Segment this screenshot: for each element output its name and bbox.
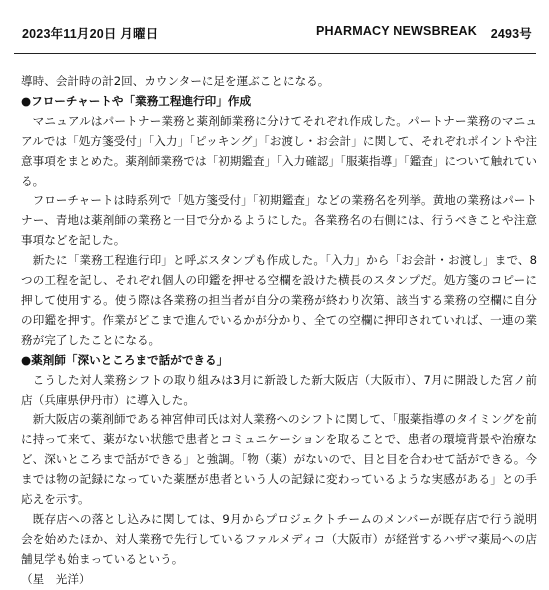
header-publication: PHARMACY NEWSBREAK xyxy=(316,24,478,38)
article-body xyxy=(21,72,537,590)
article-paragraph-continued: 導時、会計時の計2回、カウンターに足を運ぶことになる。 xyxy=(21,74,330,88)
article-paragraph: 新たに「業務工程進行印」と呼ぶスタンプも作成した。「入力」から「お会計・お渡し」まで、8つの工程を記し、それぞれ個人の印鑑を押せる空欄を設けた横長のスタンプだ。処方箋のコピーに押して使用する。使う際は各業務の担当者が自分の業務が終わり次第、該当する業務の空欄に自分の印鑑を押す。作業がどこまで進んでいるかが分かり、全ての空欄に押印されていれば、一連の業務が完了したことになる。 xyxy=(21,253,537,347)
page-header xyxy=(14,9,536,54)
article-paragraph: こうした対人業務シフトの取り組みは3月に新設した新大阪店（大阪市）、7月に開設した宮ノ前店（兵庫県伊丹市）に導入した。 xyxy=(21,372,537,407)
section-heading-pharmacist: ●薬剤師「深いところまで話ができる」 xyxy=(21,352,229,367)
author-signature: （星 光洋） xyxy=(21,571,91,586)
article-paragraph: フローチャートは時系列で「処方箋受付」「初期鑑査」などの業務名を列挙。黄地の業務はパートナー、青地は薬剤師の業務と一目で分かるようにした。各業務名の右側には、行うべきことや注意事項などを記した。 xyxy=(21,193,537,248)
section-heading-flowchart: ●フローチャートや「業務工程進行印」作成 xyxy=(21,93,252,108)
article-paragraph: マニュアルはパートナー業務と薬剤師業務に分けてそれぞれ作成した。パートナー業務のマニュアルでは「処方箋受付」「入力」「ピッキング」「お渡し・お会計」に関して、それぞれポイントや注意事項をまとめた。薬剤師業務では「初期鑑査」「入力確認」「服薬指導」「鑑査」について触れている。 xyxy=(21,113,537,188)
header-date: 2023年11月20日 月曜日 xyxy=(22,27,159,41)
header-issue-number: 2493号 xyxy=(490,27,532,41)
article-paragraph: 新大阪店の薬剤師である神宮伸司氏は対人業務へのシフトに関して、「服薬指導のタイミングを前に持って来て、薬がない状態で患者とコミュニケーションを取ることで、患者の環境背景や治療など、深いところまで話ができる」と強調。「物（薬）がないので、目と目を合わせて話ができる。今までは物の記録になっていた薬歴が患者という人の記録に変わっているような実感がある」との手応えを示す。 xyxy=(21,412,537,507)
article-paragraph: 既存店への落とし込みに関しては、9月からプロジェクトチームのメンバーが既存店で行う説明会を始めたほか、対人業務で先行しているファルメディコ（大阪市）が経営するハザマ薬局への店舗見学も始まっているという。 xyxy=(21,511,537,566)
